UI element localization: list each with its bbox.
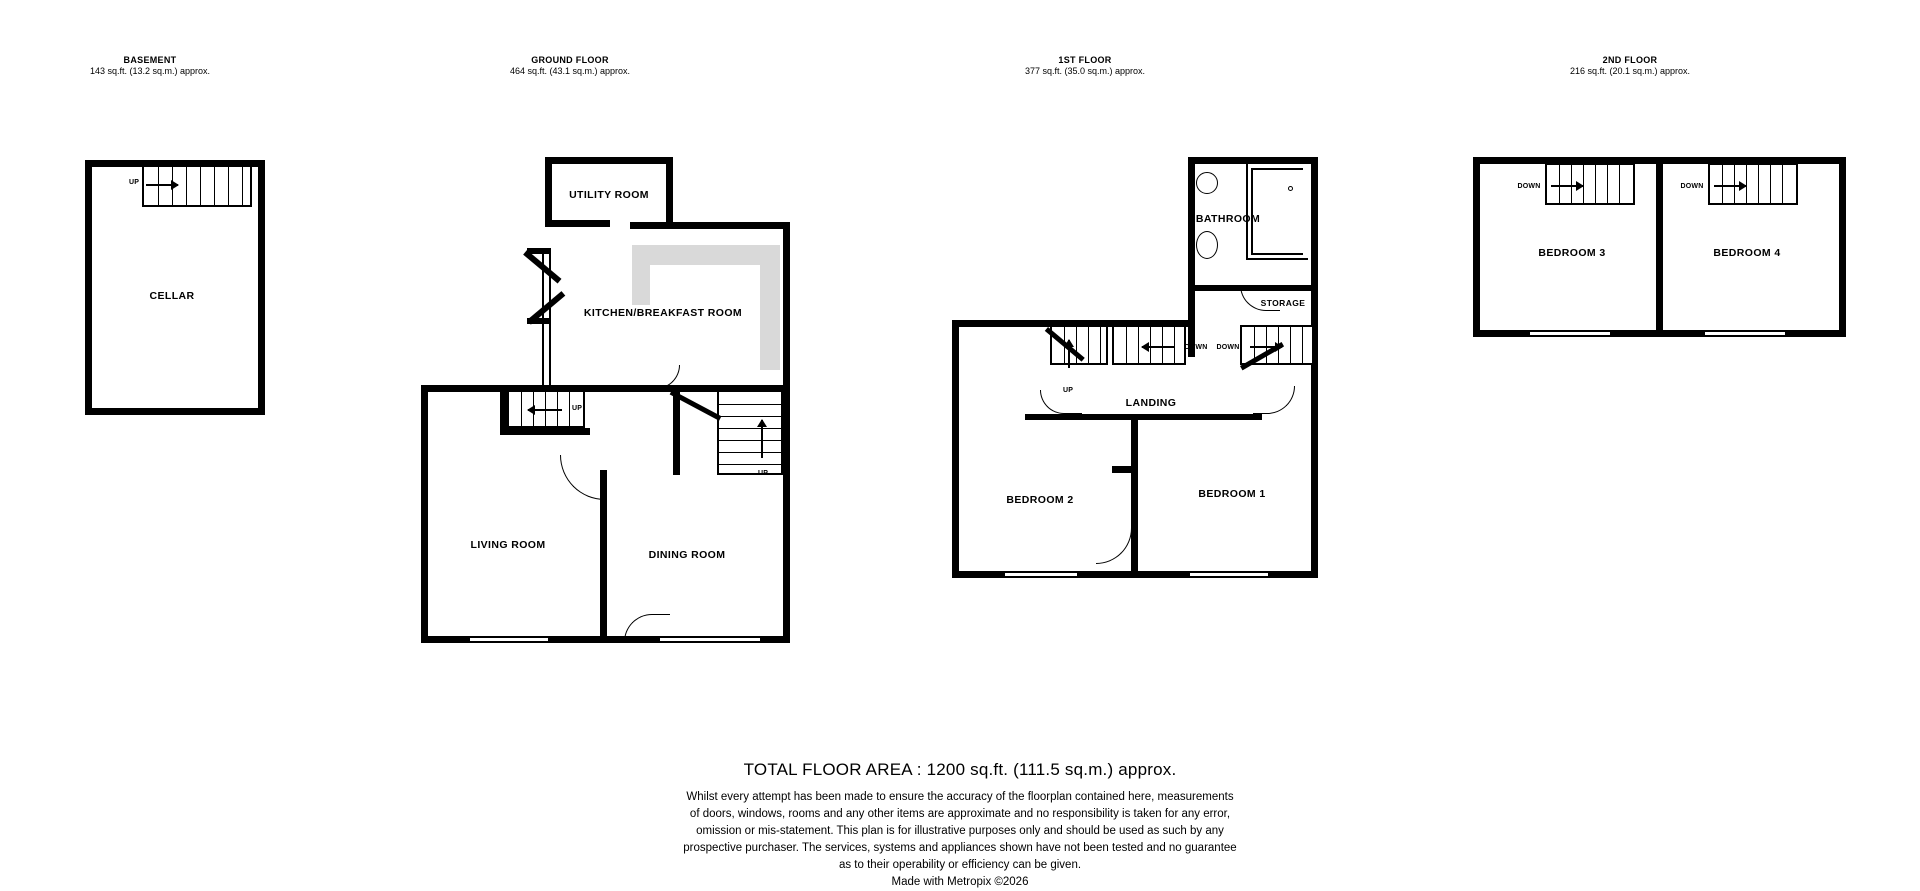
total-floor-area: TOTAL FLOOR AREA : 1200 sq.ft. (111.5 sq.m.) approx. — [743, 760, 1177, 779]
bathtub — [1251, 253, 1303, 255]
door-swing — [1040, 390, 1082, 414]
wall — [666, 157, 673, 222]
kitchen-units-fill — [760, 245, 780, 370]
toilet — [1196, 231, 1218, 259]
wall — [1025, 414, 1262, 420]
floor-heading-ground — [460, 55, 680, 78]
window — [1190, 571, 1268, 578]
window — [1005, 571, 1077, 578]
floor-title: BASEMENT — [123, 55, 177, 65]
room-label-dining: DINING ROOM — [648, 549, 726, 561]
wall — [85, 160, 92, 415]
kitchen-units-fill — [632, 245, 650, 305]
room-label-cellar: CELLAR — [149, 290, 195, 302]
disclaimer-line: omission or mis-statement. This plan is for illustrative purposes only and should be used as such by any — [696, 825, 1224, 838]
footer — [0, 760, 1920, 891]
credit-line: Made with Metropix ©2026 — [891, 876, 1029, 889]
disclaimer-line: prospective purchaser. The services, systems and appliances shown have not been tested and no guarantee — [683, 842, 1237, 855]
stair-direction-arrow — [528, 409, 562, 411]
stair-direction-arrow — [146, 184, 178, 186]
staircase-down-right — [1708, 163, 1798, 205]
stair-direction-arrow — [1714, 185, 1746, 187]
floor-area: 464 sq.ft. (43.1 sq.m.) approx. — [509, 66, 631, 77]
bathtub — [1246, 162, 1308, 164]
room-label-bedroom-2: BEDROOM 2 — [1006, 494, 1074, 506]
kitchen-units-fill — [632, 245, 780, 265]
stair-label: UP — [571, 405, 583, 412]
wall — [421, 385, 428, 643]
bathtub — [1251, 168, 1303, 170]
wall — [1112, 466, 1138, 473]
stair-direction-arrow — [761, 420, 763, 458]
wall — [1311, 157, 1318, 577]
staircase-down-left — [1545, 163, 1635, 205]
window — [1705, 330, 1785, 337]
window — [470, 636, 548, 643]
bathtub — [1246, 258, 1308, 260]
wall — [1656, 157, 1663, 337]
floor-title: 2ND FLOOR — [1602, 55, 1658, 65]
wall — [1839, 157, 1846, 337]
floor-title: 1ST FLOOR — [1058, 55, 1112, 65]
floor-title: GROUND FLOOR — [531, 55, 609, 65]
wash-basin — [1196, 172, 1218, 194]
window — [1530, 330, 1610, 337]
stair-label: DOWN — [1184, 344, 1208, 351]
wall — [500, 428, 590, 435]
stair-label: UP — [1062, 387, 1074, 394]
disclaimer-line: as to their operability or efficiency can be given. — [838, 859, 1082, 872]
room-label-kitchen: KITCHEN/BREAKFAST ROOM — [583, 307, 743, 319]
disclaimer-line: Whilst every attempt has been made to ensure the accuracy of the floorplan contained here, measurements — [686, 791, 1234, 803]
door-swing — [1253, 386, 1295, 414]
stair-label: DOWN — [1517, 183, 1541, 190]
wall — [85, 408, 265, 415]
wall — [1473, 157, 1480, 337]
floor-heading-second — [1520, 55, 1740, 78]
floor-area: 216 sq.ft. (20.1 sq.m.) approx. — [1569, 66, 1691, 77]
wall — [952, 320, 959, 578]
wall — [545, 157, 673, 164]
floor-area: 377 sq.ft. (35.0 sq.m.) approx. — [1024, 66, 1146, 77]
room-label-landing: LANDING — [1125, 397, 1177, 409]
room-label-utility: UTILITY ROOM — [569, 189, 649, 201]
bathtub — [1251, 168, 1253, 254]
floor-area: 143 sq.ft. (13.2 sq.m.) approx. — [89, 66, 211, 77]
room-label-bedroom-1: BEDROOM 1 — [1198, 488, 1266, 500]
wall — [545, 220, 610, 227]
bathtub — [1246, 162, 1248, 260]
wall — [258, 160, 265, 415]
wall — [545, 157, 552, 227]
stair-label: UP — [128, 179, 140, 186]
disclaimer-line: of doors, windows, rooms and any other items are approximate and no responsibility is taken for any error, — [689, 808, 1231, 821]
room-label-bedroom-3: BEDROOM 3 — [1538, 247, 1606, 259]
wall — [1131, 414, 1138, 578]
window — [660, 636, 760, 643]
staircase-to-first-floor — [717, 390, 783, 475]
room-label-bathroom: BATHROOM — [1195, 213, 1261, 225]
staircase-down-middle — [1112, 325, 1186, 365]
door-swing — [560, 455, 605, 500]
room-label-bedroom-4: BEDROOM 4 — [1713, 247, 1781, 259]
wall — [527, 318, 549, 324]
stair-label: DOWN — [1680, 183, 1704, 190]
door-swing — [1240, 285, 1280, 311]
stair-label: DOWN — [1216, 344, 1240, 351]
stair-direction-arrow — [1142, 346, 1174, 348]
stair-label: UP — [757, 470, 769, 477]
bath-plug-icon — [1288, 186, 1293, 191]
door-swing — [1096, 528, 1132, 564]
wall — [630, 222, 790, 229]
stair-direction-arrow — [1551, 185, 1583, 187]
floor-heading-first — [975, 55, 1195, 78]
floor-heading-basement — [40, 55, 260, 78]
room-label-storage: STORAGE — [1260, 298, 1306, 308]
room-label-living: LIVING ROOM — [470, 539, 546, 551]
wall — [783, 222, 790, 642]
staircase — [142, 165, 252, 207]
